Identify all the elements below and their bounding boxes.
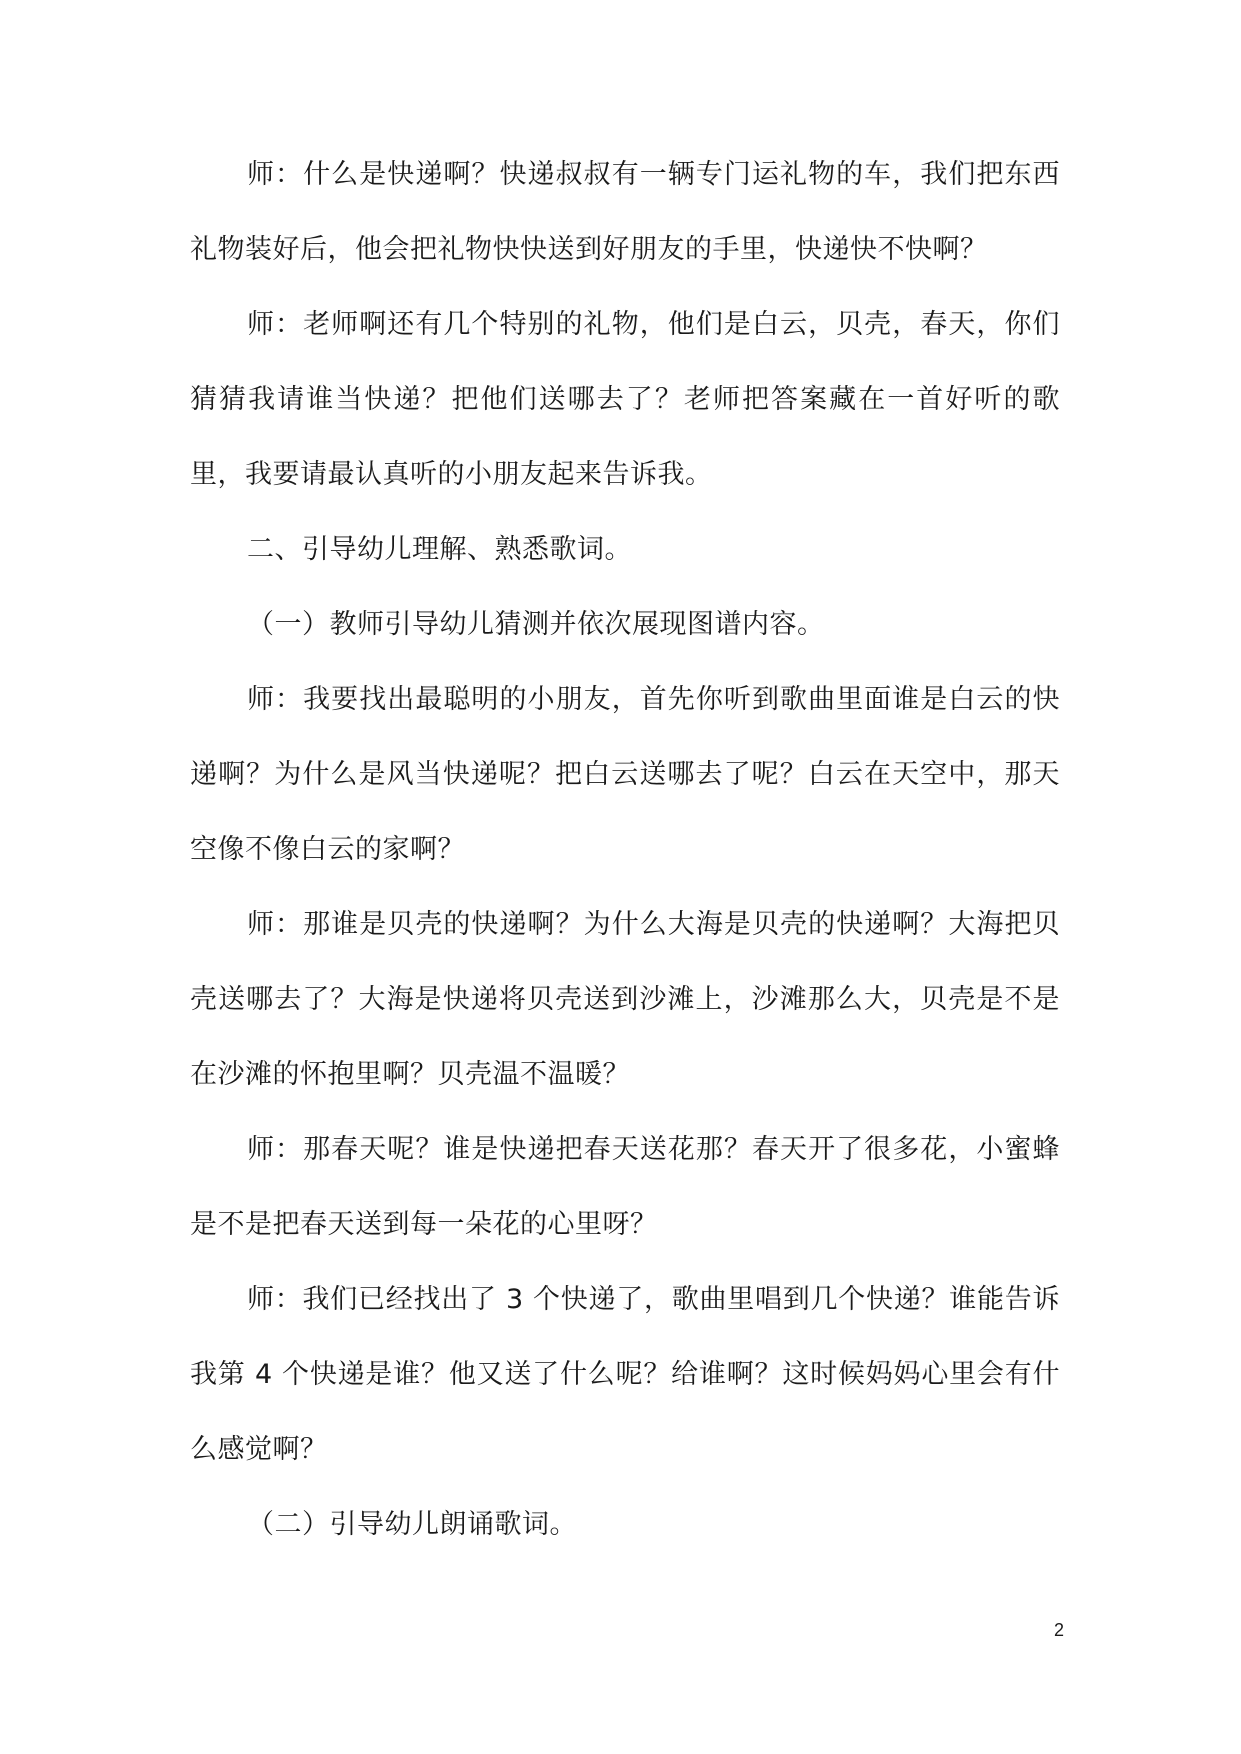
section-heading-2: 二、引导幼儿理解、熟悉歌词。 bbox=[247, 534, 632, 565]
paragraph-4: 师：那谁是贝壳的快递啊？为什么大海是贝壳的快递啊？大海把贝壳送哪去了？大海是快递将贝壳送到沙滩上，沙滩那么大，贝壳是不是在沙滩的怀抱里啊？贝壳温不温暖？ bbox=[190, 909, 1060, 1090]
page-number: 2 bbox=[1053, 1620, 1064, 1640]
subsection-heading-2: （二）引导幼儿朗诵歌词。 bbox=[247, 1509, 577, 1540]
paragraph-3: 师：我要找出最聪明的小朋友，首先你听到歌曲里面谁是白云的快递啊？为什么是风当快递呢？把白云送哪去了呢？白云在天空中，那天空像不像白云的家啊？ bbox=[190, 684, 1060, 865]
paragraph-6: 师：我们已经找出了 3 个快递了，歌曲里唱到几个快递？谁能告诉我第 4 个快递是谁？他又送了什么呢？给谁啊？这时候妈妈心里会有什么感觉啊？ bbox=[190, 1284, 1060, 1465]
paragraph-1: 师：什么是快递啊？快递叔叔有一辆专门运礼物的车，我们把东西礼物装好后，他会把礼物快快送到好朋友的手里，快递快不快啊？ bbox=[190, 159, 1060, 265]
paragraph-5: 师：那春天呢？谁是快递把春天送花那？春天开了很多花，小蜜蜂是不是把春天送到每一朵花的心里呀？ bbox=[190, 1134, 1060, 1240]
paragraph-2: 师：老师啊还有几个特别的礼物，他们是白云，贝壳，春天，你们猜猜我请谁当快递？把他们送哪去了？老师把答案藏在一首好听的歌里，我要请最认真听的小朋友起来告诉我。 bbox=[190, 309, 1060, 490]
subsection-heading-1: （一）教师引导幼儿猜测并依次展现图谱内容。 bbox=[247, 609, 825, 640]
document-body bbox=[190, 137, 1060, 1562]
